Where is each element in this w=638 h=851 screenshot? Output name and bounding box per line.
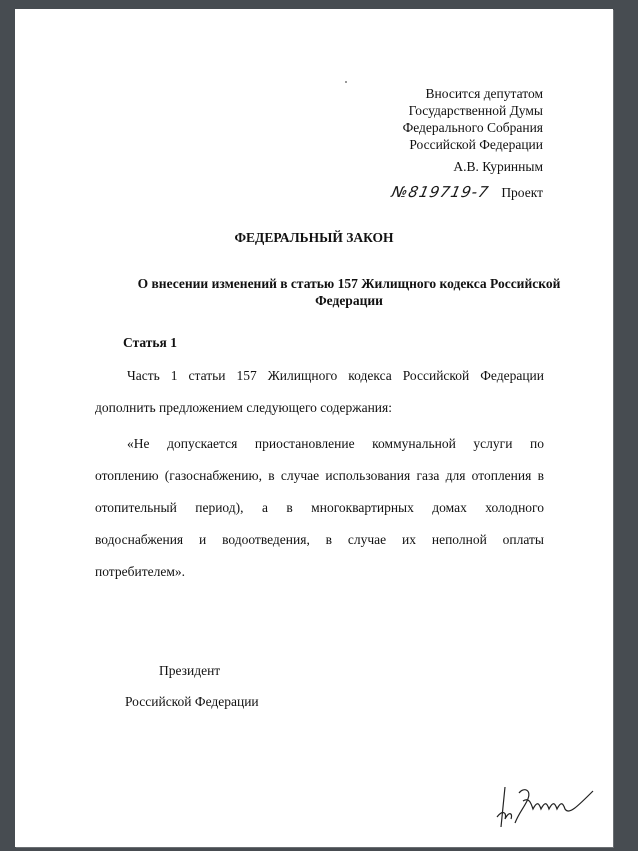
paragraph-line: отоплению (газоснабжению, в случае использования газа для отопления в [95,468,544,483]
subtitle-line: Федерации [315,293,383,308]
submission-block [403,85,543,175]
document-page [15,9,613,847]
article-paragraph-2 [95,435,544,595]
document-subtitle [131,275,567,309]
subtitle-line: О внесении изменений в статью 157 Жилищного кодекса Российской [137,276,561,291]
signatory-country: Российской Федерации [125,694,259,709]
submitted-by-line: Государственной Думы [408,103,543,118]
submitted-by-line: Российской Федерации [409,137,543,152]
paragraph-line: отопительный период), а в многоквартирных домах холодного [95,500,544,515]
deputy-name: А.В. Куринным [453,159,543,174]
paragraph-line: потребителем». [95,564,185,579]
registration-number: №819719-7 [390,183,492,201]
scan-speck [345,81,347,83]
draft-line [392,183,543,201]
document-title: ФЕДЕРАЛЬНЫЙ ЗАКОН [234,230,394,245]
paragraph-line: Часть 1 статьи 157 Жилищного кодекса Российской Федерации [127,368,544,383]
draft-label: Проект [501,185,543,200]
article-heading: Статья 1 [123,335,177,350]
paragraph-line: дополнить предложением следующего содержания: [95,400,392,415]
article-paragraph-1 [95,367,544,431]
submitted-by-line: Вносится депутатом [425,86,543,101]
paragraph-line: водоснабжения и водоотведения, в случае их неполной оплаты [95,532,544,547]
paragraph-line: «Не допускается приостановление коммунальной услуги по [127,436,544,451]
submitted-by-line: Федерального Собрания [402,120,543,135]
handwritten-signature-icon [493,779,603,839]
signatory-title: Президент [159,663,221,678]
